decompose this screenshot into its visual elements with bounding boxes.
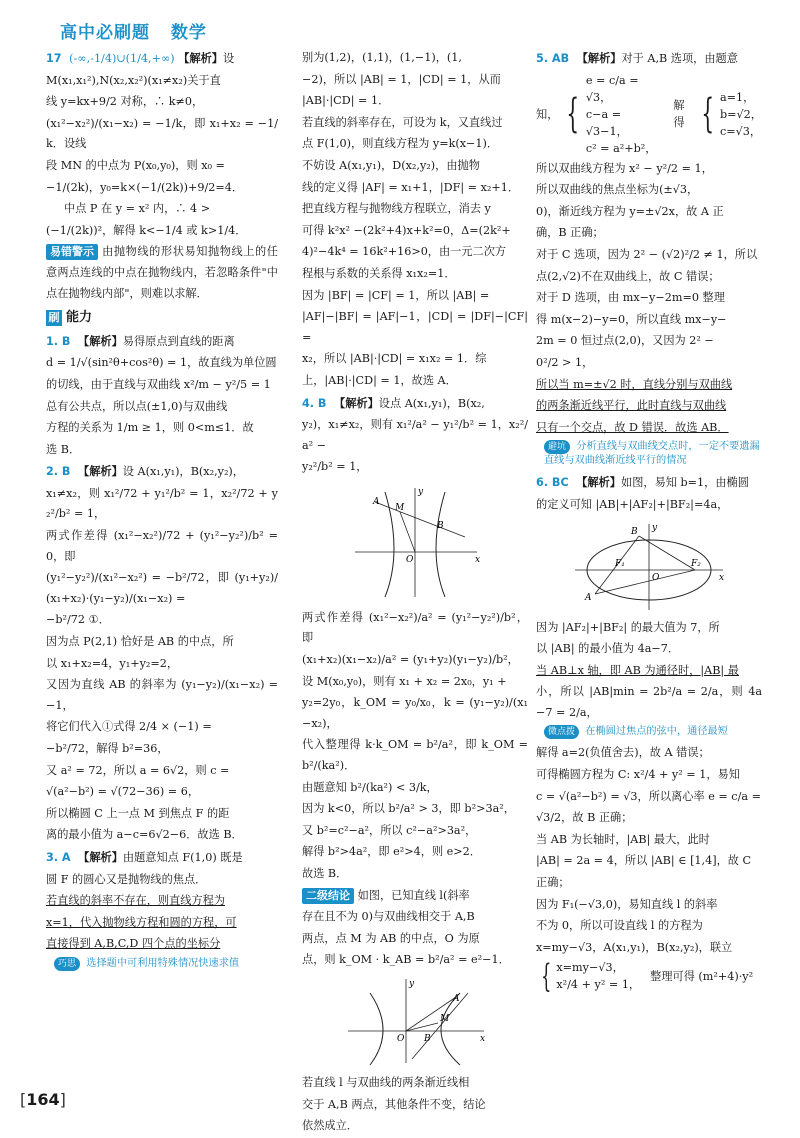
q2-line12: √(a²−b²) = √(72−36) = 6， bbox=[46, 785, 200, 799]
q3-cont-line1: 别为(1,2)，(1,1)，(1,−1)，(1, bbox=[302, 51, 462, 64]
fig3-x-label: x bbox=[719, 572, 725, 583]
tip-block bbox=[46, 242, 278, 304]
q3-note: 巧思 选择题中可利用特殊情况快速求值 bbox=[46, 957, 278, 971]
q5-line11: 0²/2 > 1， bbox=[536, 355, 594, 369]
q4-line8: 代入整理得 k·k_OM = b²/a²，即 k_OM = b²/(ka²)． bbox=[302, 738, 528, 773]
series-title: 高中必刷题 bbox=[60, 23, 150, 43]
q6-line10: √3/2，故 B 正确； bbox=[536, 811, 633, 825]
q6-line11: 当 AB 为长轴时，|AB| 最大，此时 bbox=[536, 832, 710, 846]
hyperbola-figure-1 bbox=[345, 482, 485, 602]
q2-line13: 所以椭圆 C 上一点 M 到焦点 F 的距 bbox=[46, 806, 230, 820]
q17-line2: M(x₁,x₁²),N(x₂,x₂²)(x₁≠x₂)关于直 bbox=[46, 73, 221, 87]
q2-line2: x₁≠x₂，则 x₁²/72 + y₁²/b² = 1，x₂²/72 + y₂²/b² = 1， bbox=[46, 486, 278, 521]
q6-line7: 解得 a=2(负值舍去)，故 A 错误； bbox=[536, 746, 710, 760]
column-2 bbox=[302, 48, 528, 1138]
q5-line4: 0)，渐近线方程为 y=±√2x，故 A 正 bbox=[536, 204, 724, 218]
q17-line6: −1/(2k)，y₀=k×(−1/(2k))+9/2=4． bbox=[46, 180, 244, 194]
q4-line11: 又 b²=c²−a²，所以 c²−a²>3a²， bbox=[302, 823, 477, 837]
conclusion-line7: 依然成立． bbox=[302, 1119, 358, 1133]
subject-title: 数学 bbox=[170, 23, 207, 43]
q6-system: { x=my−√3， x²/4 + y² = 1， 整理可得 (m²+4)·y² bbox=[541, 957, 754, 996]
q2-line3: 两式作差得 (x₁²−x₂²)/72 + (y₁²−y₂²)/b² = 0，即 bbox=[46, 529, 278, 563]
q2-line11: 又 a² = 72，所以 a = 6√2，则 c = bbox=[46, 763, 230, 777]
fig3-f1-label: F₁ bbox=[615, 558, 625, 569]
q5-system: 知， { e = c/a = √3， c−a = √3−1， c² = a²+b²， 解得 { a=1， b=√2， c=√3， bbox=[536, 73, 762, 155]
q3-cont-line4: 若直线的斜率存在，可设为 k，又直线过 bbox=[302, 115, 503, 129]
q4-line12: 解得 b²>4a²，即 e²>4，则 e>2． bbox=[302, 845, 481, 859]
q6-line1: 6. BC 【解析】如图，易知 b=1，由椭圆 bbox=[536, 475, 749, 490]
tip-text: 由抛物线的形状易知抛物线上的任意两点连线的中点在抛物线内，若忽略条件"中点在抛物线内部"，则难以求解． bbox=[46, 245, 278, 300]
tip-bulb-icon: 巧思 bbox=[54, 957, 80, 971]
fig2-b-label: B bbox=[424, 1033, 431, 1044]
q3-cont-line6: 不妨设 A(x₁,y₁)，D(x₂,y₂)，由抛物 bbox=[302, 158, 480, 172]
q6-line14: 因为 F₁(−√3,0)，易知直线 l 的斜率 bbox=[536, 897, 718, 911]
q5-line12: 所以当 m=±√2 时，直线分别与双曲线 bbox=[536, 377, 733, 391]
conclusion-line3: 两点，点 M 为 AB 的中点，O 为原 bbox=[302, 931, 480, 945]
hyperbola-figure-2 bbox=[340, 975, 490, 1067]
section-title: 能力 bbox=[66, 310, 93, 326]
q4-line5: (x₁+x₂)(x₁−x₂)/a² = (y₁+y₂)(y₁−y₂)/b²， bbox=[302, 653, 519, 667]
q3-cont-line8: 把直线方程与抛物线方程联立，消去 y bbox=[302, 202, 491, 216]
q6-line15: 不为 0，所以可设直线 l 的方程为 bbox=[536, 919, 703, 933]
q17-line4: (x₁²−x₂²)/(x₁−x₂) = −1/k，即 x₁+x₂ = −1/k．设线 bbox=[46, 116, 278, 151]
q5-line7: 点(2,√2)不在双曲线上，故 C 错误； bbox=[536, 269, 720, 283]
fig2-y-label: y bbox=[409, 978, 415, 989]
q2-line14: 离的最小值为 a−c=6√2−6．故选 B． bbox=[46, 828, 243, 842]
tip-label: 易错警示 bbox=[46, 244, 98, 260]
q6-line5: 当 AB⊥x 轴，即 AB 为通径时，|AB| 最 bbox=[536, 663, 739, 677]
fig1-b-label: B bbox=[437, 520, 444, 531]
q6-note: 微点拨 在椭圆过焦点的弦中，通径最短 bbox=[536, 725, 762, 739]
q5-line5: 确，B 正确； bbox=[536, 226, 604, 240]
q4-line2: y₂)，x₁≠x₂，则有 x₁²/a² − y₁²/b² = 1，x₂²/a² − bbox=[302, 418, 528, 452]
warning-icon: 避坑 bbox=[544, 440, 570, 454]
q3-cont-line11: 程根与系数的关系得 x₁x₂=1． bbox=[302, 266, 456, 280]
q3-line4: x=1，代入抛物线方程和圆的方程，可 bbox=[46, 915, 237, 929]
q6-line2: 的定义可知 |AB|+|AF₂|+|BF₂|=4a， bbox=[536, 497, 729, 511]
q5-line9: 得 m(x−2)−y=0，所以直线 mx−y− bbox=[536, 312, 727, 326]
q5-line14: 只有一个交点，故 D 错误．故选 AB． bbox=[536, 420, 729, 434]
q4-line10: 因为 k<0，所以 b²/a² > 3，即 b²>3a²， bbox=[302, 802, 515, 816]
q5-line3: 所以双曲线的焦点坐标为(±√3， bbox=[536, 183, 699, 197]
q17-line1: 17 (-∞,-1/4)∪(1/4,+∞) 【解析】设 bbox=[46, 51, 235, 65]
brace-icon: { bbox=[541, 957, 552, 996]
q17-line5: 段 MN 的中点为 P(x₀,y₀)，则 x₀ = bbox=[46, 158, 225, 172]
q1-line2: d = 1/√(sin²θ+cos²θ) = 1，故直线为单位圆 bbox=[46, 356, 277, 370]
q5-line13: 的两条渐近线平行，此时直线与双曲线 bbox=[536, 399, 727, 413]
q6-line13: 正确； bbox=[536, 876, 570, 890]
q5-line6: 对于 C 选项，因为 2² − (√2)²/2 ≠ 1，所以 bbox=[536, 247, 758, 261]
q17-line8: (−1/(2k))²，解得 k<−1/4 或 k>1/4． bbox=[46, 223, 247, 237]
q4-line6: 设 M(x₀,y₀)，则有 x₁ + x₂ = 2x₀，y₁ + bbox=[302, 674, 507, 688]
q6-line6: 小，所以 |AB|min = 2b²/a = 2/a，则 4a−7 = 2/a， bbox=[536, 685, 762, 719]
chord-line bbox=[375, 502, 465, 537]
ellipse-figure bbox=[569, 520, 729, 612]
q2-line9: 将它们代入①式得 2/4 × (−1) = bbox=[46, 720, 212, 734]
q4-line13: 故选 B． bbox=[302, 867, 348, 880]
tip-icon: 微点拨 bbox=[544, 725, 579, 739]
q3-cont-line10: 4)²−4k⁴ = 16k²+16>0，由一元二次方 bbox=[302, 245, 507, 259]
q2-line5: −b²/72 ①． bbox=[46, 613, 110, 627]
q2-line1: 2. B 【解析】设 A(x₁,y₁)，B(x₂,y₂)， bbox=[46, 464, 244, 479]
q5-line8: 对于 D 选项，由 mx−y−2m=0 整理 bbox=[536, 291, 725, 305]
conclusion-line6: 交于 A,B 两点，其他条件不变，结论 bbox=[302, 1097, 486, 1111]
page-number: [164] bbox=[20, 1090, 66, 1109]
fig3-b-label: B bbox=[631, 526, 638, 537]
q4-line1: 4. B 【解析】设点 A(x₁,y₁)，B(x₂, bbox=[302, 395, 485, 410]
hyperbola-left-branch bbox=[370, 993, 383, 1065]
brace-icon: { bbox=[566, 91, 580, 138]
q1-line3: 的切线，由于直线与双曲线 x²/m − y²/5 = 1 bbox=[46, 377, 271, 391]
q4-line9: 由题意知 b²/(ka²) < 3/k， bbox=[302, 780, 438, 794]
hyperbola-right-branch bbox=[436, 492, 445, 597]
q3-cont-line9: 可得 k²x² −(2k²+4)x+k²=0，Δ=(2k²+ bbox=[302, 223, 511, 237]
q2-line10: −b²/72，解得 b²=36， bbox=[46, 742, 169, 755]
fig1-m-label: M bbox=[395, 502, 405, 513]
page-header bbox=[60, 18, 221, 43]
q3-line3: 若直线的斜率不存在，则直线方程为 bbox=[46, 894, 226, 908]
q3-line5: 直接得到 A,B,C,D 四个点的坐标分 bbox=[46, 937, 221, 951]
q3-cont-line3: |AB|·|CD| = 1． bbox=[302, 94, 390, 108]
fig3-a-label: A bbox=[585, 592, 592, 603]
fig1-o-label: O bbox=[406, 554, 414, 565]
q5-line1: 5. AB 【解析】对于 A,B 选项，由题意 bbox=[536, 51, 738, 65]
conclusion-line2: 存在且不为 0)与双曲线相交于 A,B bbox=[302, 910, 475, 924]
fig3-o-label: O bbox=[652, 572, 660, 583]
fig2-a-label: A bbox=[453, 993, 460, 1004]
om-line bbox=[406, 1023, 438, 1031]
om-line bbox=[400, 512, 415, 552]
q4-line3: y₂²/b² = 1， bbox=[302, 460, 368, 474]
q3-cont-line5: 点 F(1,0)，则直线方程为 y=k(x−1)． bbox=[302, 137, 499, 151]
q2-line4: (y₁²−y₂²)/(x₁²−x₂²) = −b²/72，即 (y₁+y₂)/(x₁+x₂)·(y₁−y₂)/(x₁−x₂) = bbox=[46, 571, 278, 605]
q4-line4: 两式作差得 (x₁²−x₂²)/a² = (y₁²−y₂²)/b²，即 bbox=[302, 610, 528, 645]
brace-icon: { bbox=[700, 91, 714, 138]
q3-cont-line7: 线的定义得 |AF| = x₁+1，|DF| = x₂+1． bbox=[302, 180, 520, 194]
q1-line1: 1. B 【解析】易得原点到直线的距离 bbox=[46, 333, 235, 348]
q2-line7: 以 x₁+x₂=4，y₁+y₂=2， bbox=[46, 656, 179, 670]
q17-line3: 线 y=kx+9/2 对称，∴ k≠0， bbox=[46, 95, 204, 109]
q2-line8: 又因为直线 AB 的斜率为 (y₁−y₂)/(x₁−x₂) = −1， bbox=[46, 678, 278, 712]
chord-line bbox=[412, 993, 468, 1059]
q2-line6: 因为点 P(2,1) 恰好是 AB 的中点，所 bbox=[46, 635, 234, 649]
fig2-o-label: O bbox=[397, 1033, 405, 1044]
q3-cont-line15: 上，|AB|·|CD| = 1，故选 A． bbox=[302, 373, 457, 387]
q17-line7: 中点 P 在 y = x² 内，∴ 4 > bbox=[64, 202, 211, 216]
conclusion-line4: 点，则 k_OM · k_AB = b²/a² = e²−1． bbox=[302, 953, 510, 967]
column-1 bbox=[46, 48, 278, 975]
q6-line16: x=my−√3，A(x₁,y₁)，B(x₂,y₂)，联立 bbox=[536, 940, 733, 954]
q3-line1: 3. A 【解析】由题意知点 F(1,0) 既是 bbox=[46, 849, 243, 864]
q3-cont-line13: |AF|−|BF| = |AF|−1，|CD| = |DF|−|CF| = bbox=[302, 310, 528, 344]
q6-line8: 可得椭圆方程为 C: x²/4 + y² = 1，易知 bbox=[536, 768, 740, 782]
fig2-m-label: M bbox=[440, 1013, 450, 1024]
fig3-f2-label: F₂ bbox=[691, 558, 701, 569]
fig3-y-label: y bbox=[652, 522, 658, 533]
fig1-a-label: A bbox=[373, 496, 380, 507]
q6-line3: 因为 |AF₂|+|BF₂| 的最大值为 7，所 bbox=[536, 620, 720, 634]
q1-line5: 方程的关系为 1/m ≥ 1，则 0<m≤1．故 bbox=[46, 421, 254, 435]
section-ability bbox=[46, 308, 278, 329]
q5-line2: 所以双曲线方程为 x² − y²/2 = 1， bbox=[536, 161, 713, 175]
fig1-x-label: x bbox=[475, 554, 481, 565]
conclusion-line1: 二级结论 如图，已知直线 l(斜率 bbox=[302, 886, 528, 907]
q1-line4: 总有公共点，所以点(±1,0)与双曲线 bbox=[46, 399, 228, 413]
q1-line6: 选 B． bbox=[46, 442, 81, 456]
fig2-x-label: x bbox=[480, 1033, 486, 1044]
q5-note: 避坑 分析直线与双曲线交点时，一定不要遗漏直线与双曲线渐近线平行的情况 bbox=[544, 441, 760, 467]
q3-line2: 圆 F 的圆心又是抛物线的焦点． bbox=[46, 872, 207, 886]
q3-cont-line2: −2)，所以 |AB| = 1，|CD| = 1，从而 bbox=[302, 72, 501, 86]
column-3 bbox=[536, 48, 762, 996]
q3-cont-line12: 因为 |BF| = |CF| = 1，所以 |AB| = bbox=[302, 288, 490, 302]
q3-cont-line14: x₂，所以 |AB|·|CD| = x₁x₂ = 1．综 bbox=[302, 352, 487, 366]
q6-line12: |AB| = 2a = 4，所以 |AB| ∈ [1,4]，故 C bbox=[536, 854, 752, 868]
q4-line7: y₂=2y₀，k_OM = y₀/x₀，k = (y₁−y₂)/(x₁−x₂)， bbox=[302, 696, 528, 730]
brush-icon: 刷 bbox=[46, 310, 62, 326]
q6-line9: c = √(a²−b²) = √3，所以离心率 e = c/a = bbox=[536, 789, 761, 803]
q5-line10: 2m = 0 恒过点(2,0)，又因为 2² − bbox=[536, 334, 714, 348]
q17-answer: (-∞,-1/4)∪(1/4,+∞) bbox=[69, 52, 175, 65]
conclusion-label: 二级结论 bbox=[302, 888, 354, 904]
conclusion-line5: 若直线 l 与双曲线的两条渐近线相 bbox=[302, 1075, 470, 1089]
fig1-y-label: y bbox=[418, 486, 424, 497]
q6-line4: 以 |AB| 的最小值为 4a−7． bbox=[536, 642, 680, 656]
